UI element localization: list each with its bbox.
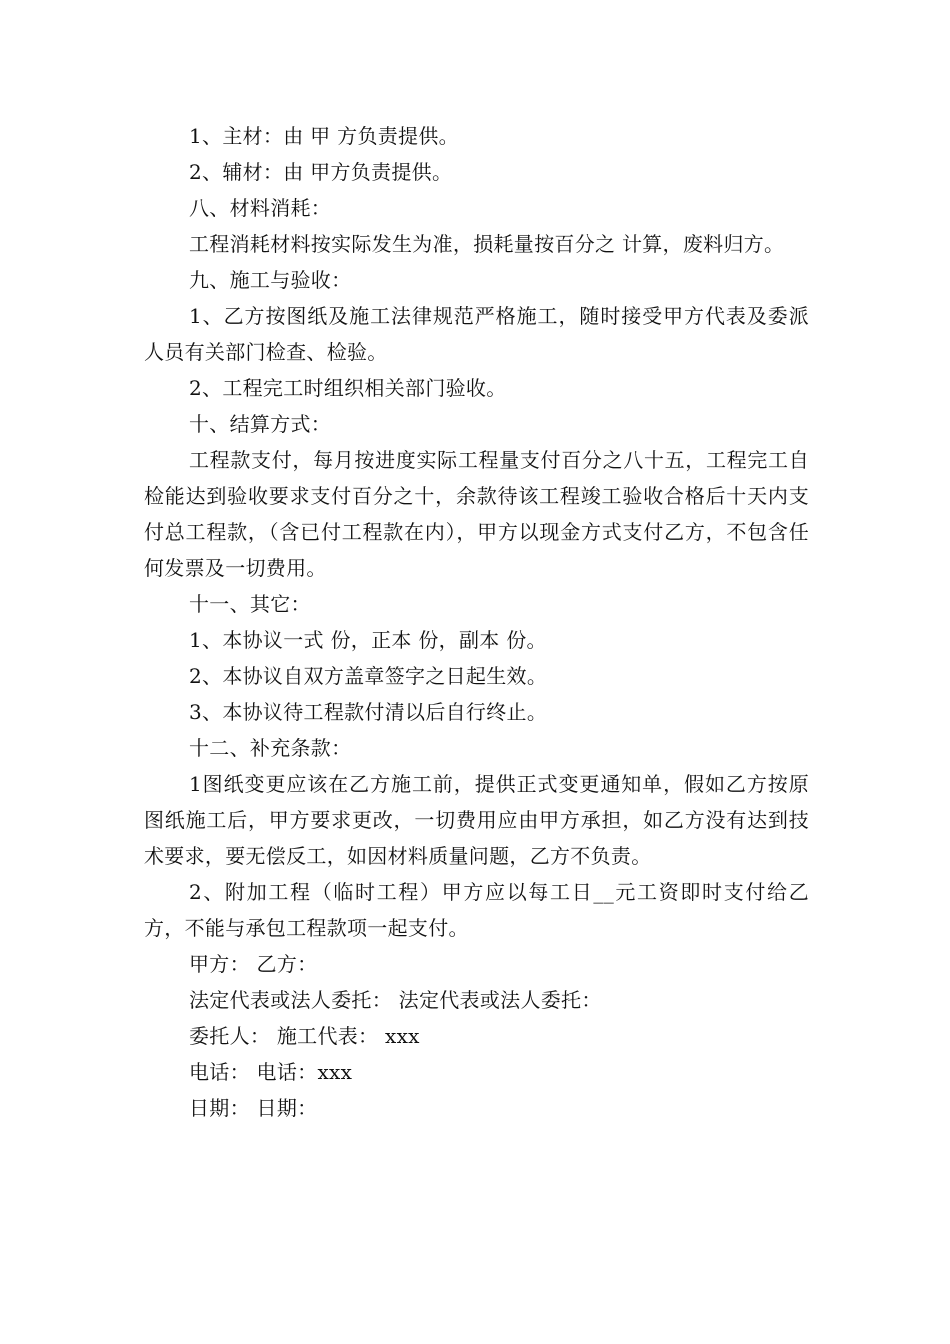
paragraph-additional-work: 2、附加工程（临时工程）甲方应以每工日__元工资即时支付给乙方，不能与承包工程款项一起支付。 — [144, 880, 809, 940]
signature-parties: 甲方： 乙方： — [189, 952, 318, 976]
paragraph-settlement-terms: 工程款支付，每月按进度实际工程量支付百分之八十五，工程完工自检能达到验收要求支付百分之十，余款待该工程竣工验收合格后十天内支付总工程款，（含已付工程款在内），甲方以现金方式支付乙方，不包含任何发票及一切费用。 — [144, 448, 809, 580]
section-heading-other: 十一、其它： — [189, 592, 311, 616]
document-body — [144, 118, 809, 1126]
paragraph-completion-acceptance: 2、工程完工时组织相关部门验收。 — [189, 376, 507, 400]
section-heading-construction-acceptance: 九、施工与验收： — [189, 268, 352, 292]
signature-delegate: 委托人： 施工代表： xxx — [189, 1024, 420, 1048]
section-heading-material-consumption: 八、材料消耗： — [189, 196, 332, 220]
signature-legal-representative: 法定代表或法人委托： 法定代表或法人委托： — [189, 988, 602, 1012]
paragraph-termination: 3、本协议待工程款付清以后自行终止。 — [189, 700, 548, 724]
paragraph-copies: 1、本协议一式 份，正本 份，副本 份。 — [189, 628, 547, 652]
paragraph-construction-standards: 1、乙方按图纸及施工法律规范严格施工，随时接受甲方代表及委派人员有关部门检查、检验。 — [144, 304, 809, 364]
paragraph-drawing-changes: 1图纸变更应该在乙方施工前，提供正式变更通知单，假如乙方按原图纸施工后，甲方要求更改，一切费用应由甲方承担，如乙方没有达到技术要求，要无偿反工，如因材料质量问题，乙方不负责。 — [144, 772, 809, 868]
paragraph-effective-date: 2、本协议自双方盖章签字之日起生效。 — [189, 664, 548, 688]
section-heading-settlement: 十、结算方式： — [189, 412, 332, 436]
section-heading-supplementary: 十二、补充条款： — [189, 736, 352, 760]
signature-phone: 电话： 电话：xxx — [189, 1060, 353, 1084]
paragraph-material-consumption: 工程消耗材料按实际发生为准，损耗量按百分之 计算，废料归方。 — [189, 232, 785, 256]
paragraph-main-material: 1、主材：由 甲 方负责提供。 — [189, 124, 459, 148]
signature-date: 日期： 日期： — [189, 1096, 318, 1120]
paragraph-auxiliary-material: 2、辅材：由 甲方负责提供。 — [189, 160, 453, 184]
